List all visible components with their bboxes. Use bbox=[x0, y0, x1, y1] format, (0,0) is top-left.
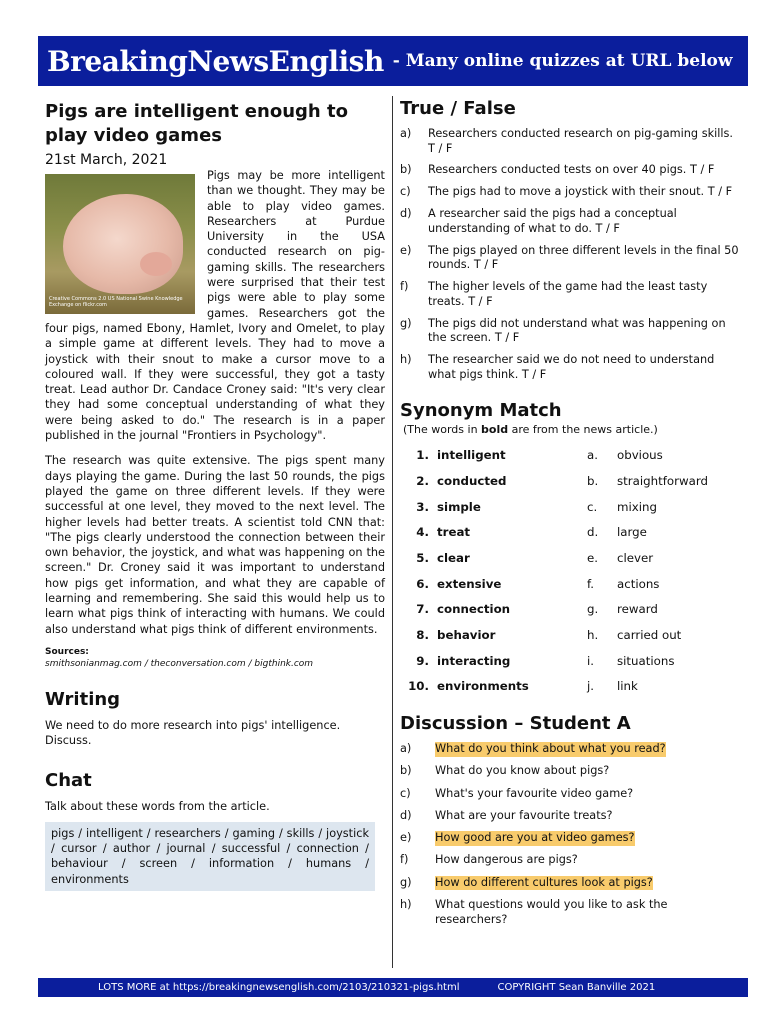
column-divider bbox=[392, 96, 393, 968]
question-letter: a) bbox=[400, 741, 412, 755]
synonym-match: link bbox=[617, 679, 638, 694]
chat-instruction: Talk about these words from the article. bbox=[45, 799, 270, 813]
true-false-item bbox=[400, 244, 740, 273]
question-text: How do different cultures look at pigs? bbox=[435, 875, 653, 889]
site-name: BreakingNewsEnglish bbox=[47, 44, 384, 78]
discussion-question bbox=[400, 853, 740, 868]
question-text: What do you know about pigs? bbox=[435, 764, 610, 778]
item-statement: A researcher said the pigs had a conceptual understanding of what to do. T / F bbox=[428, 207, 677, 235]
synonym-letter: d. bbox=[587, 525, 599, 540]
item-letter: a) bbox=[400, 127, 412, 140]
question-text: What questions would you like to ask the researchers? bbox=[435, 897, 668, 926]
synonym-note-pre: (The words in bbox=[403, 423, 482, 437]
synonym-letter: a. bbox=[587, 448, 598, 463]
synonym-row bbox=[400, 494, 740, 520]
synonym-match: obvious bbox=[617, 448, 663, 463]
item-statement: Researchers conducted research on pig-gaming skills. T / F bbox=[428, 127, 734, 155]
synonym-note bbox=[403, 423, 740, 436]
banner-tagline: - Many online quizzes at URL below bbox=[392, 51, 733, 71]
synonym-letter: e. bbox=[587, 550, 599, 565]
question-text: What do you think about what you read? bbox=[435, 741, 666, 755]
synonym-row bbox=[400, 545, 740, 571]
synonym-number: 4. bbox=[416, 525, 429, 540]
question-text: How good are you at video games? bbox=[435, 831, 635, 845]
left-column bbox=[45, 98, 385, 891]
synonym-word: conducted bbox=[437, 473, 507, 488]
discussion-heading: Discussion – Student A bbox=[400, 713, 631, 735]
question-letter: b) bbox=[400, 764, 412, 778]
discussion-list bbox=[400, 742, 740, 927]
item-letter: d) bbox=[400, 207, 412, 221]
chat-section bbox=[45, 770, 385, 891]
synonym-letter: c. bbox=[587, 499, 598, 514]
discussion-section bbox=[400, 713, 740, 927]
question-text: What are your favourite treats? bbox=[435, 808, 613, 822]
article-title: Pigs are intelligent enough to play video games bbox=[45, 101, 348, 146]
chat-word-box: pigs / intelligent / researchers / gaming / skills / joystick / cursor / author / journal / successful / connection / behaviour / screen / information / humans / environments bbox=[45, 822, 375, 891]
article-paragraph-2: The research was quite extensive. The pigs spent many days playing the game. During the last 50 rounds, the pigs played the game on three different levels. If they were successful at one level, they moved to the next level. The higher levels had better treats. A scientist told CNN that: "The pigs clearly understood the connection between their own behavior, the joystick, and what was happening on the screen." Dr. Croney said it was important to understand how pigs get information, and what they are capable of learning and remembering. She said this would help us to learn what pigs think of interacting with humans. We could also understand what pigs think of different environments. bbox=[45, 454, 385, 636]
item-statement: Researchers conducted tests on over 40 pigs. T / F bbox=[428, 163, 715, 177]
question-letter: d) bbox=[400, 808, 412, 822]
writing-heading: Writing bbox=[45, 688, 121, 710]
item-letter: g) bbox=[400, 316, 412, 330]
article-date: 21st March, 2021 bbox=[45, 152, 168, 168]
question-text: What's your favourite video game? bbox=[435, 786, 634, 800]
writing-prompt: We need to do more research into pigs' intelligence. Discuss. bbox=[45, 718, 341, 747]
true-false-item bbox=[400, 317, 740, 346]
question-letter: e) bbox=[400, 831, 412, 845]
synonym-match: clever bbox=[617, 550, 654, 565]
true-false-item bbox=[400, 127, 740, 156]
item-statement: The higher levels of the game had the least tasty treats. T / F bbox=[428, 280, 708, 308]
synonym-row bbox=[400, 622, 740, 648]
synonym-row bbox=[400, 648, 740, 674]
synonym-number: 1. bbox=[416, 448, 429, 463]
sources-label: Sources: bbox=[45, 646, 89, 657]
pig-snout-shape bbox=[140, 252, 172, 276]
pig-body-shape bbox=[63, 194, 183, 294]
synonym-letter: f. bbox=[587, 576, 595, 591]
pig-photo bbox=[45, 174, 195, 314]
item-statement: The pigs had to move a joystick with their snout. T / F bbox=[428, 185, 733, 199]
footer-url[interactable]: LOTS MORE at https://breakingnewsenglish.com/2103/210321-pigs.html bbox=[98, 982, 460, 993]
synonym-word: treat bbox=[437, 525, 471, 540]
discussion-question bbox=[400, 831, 740, 846]
item-statement: The pigs played on three different levels in the final 50 rounds. T / F bbox=[428, 243, 739, 272]
article-paragraph-1: Pigs may be more intelligent than we thought. They may be able to play video games. Researchers at Purdue University in the USA conducted research on pig-gaming skills. The researchers were surprised that their test pigs were able to play some games. Researchers got the four pigs, named Ebony, Hamlet, Ivory and Omelet, to play a simple game at different levels. They had to move a joystick with their snout to make a cursor move to a coloured wall. If they were successful, they got a tasty treat. Lead author Dr. Candace Croney said: "It's very clear they had some conceptual understanding of what they were being asked to do." The research is in a paper published in the journal "Frontiers in Psychology". bbox=[45, 169, 385, 443]
chat-heading: Chat bbox=[45, 769, 92, 791]
discussion-question bbox=[400, 809, 740, 824]
synonym-match: large bbox=[617, 525, 647, 540]
synonym-row bbox=[400, 571, 740, 597]
synonym-note-bold: bold bbox=[481, 423, 509, 437]
synonym-match: carried out bbox=[617, 628, 682, 643]
synonym-word: connection bbox=[437, 602, 511, 617]
article-body bbox=[45, 168, 385, 637]
discussion-question bbox=[400, 787, 740, 802]
synonym-word: behavior bbox=[437, 628, 496, 643]
writing-section bbox=[45, 689, 385, 748]
true-false-item bbox=[400, 353, 740, 382]
synonym-match: reward bbox=[617, 602, 658, 617]
right-column bbox=[400, 98, 740, 927]
item-letter: h) bbox=[400, 353, 412, 367]
synonym-match: actions bbox=[617, 576, 660, 591]
item-statement: The pigs did not understand what was happening on the screen. T / F bbox=[428, 316, 726, 345]
true-false-list bbox=[400, 127, 740, 382]
footer-copyright: COPYRIGHT Sean Banville 2021 bbox=[497, 982, 656, 993]
footer-bar bbox=[38, 978, 748, 997]
synonym-row bbox=[400, 442, 740, 468]
synonym-note-post: are from the news article.) bbox=[508, 423, 658, 437]
synonym-word: simple bbox=[437, 499, 481, 514]
synonym-match: situations bbox=[617, 653, 675, 668]
true-false-item bbox=[400, 207, 740, 236]
synonym-number: 6. bbox=[416, 576, 429, 591]
synonym-number: 3. bbox=[416, 499, 429, 514]
synonym-word: intelligent bbox=[437, 448, 506, 463]
photo-credit: Creative Commons 2.0 US National Swine Knowledge Exchange on flickr.com bbox=[49, 296, 183, 308]
true-false-heading: True / False bbox=[400, 98, 516, 119]
discussion-question bbox=[400, 876, 740, 891]
question-letter: f) bbox=[400, 853, 409, 867]
synonym-word: environments bbox=[437, 679, 529, 694]
synonym-letter: j. bbox=[587, 679, 595, 694]
synonym-number: 5. bbox=[416, 550, 429, 565]
question-letter: g) bbox=[400, 875, 412, 889]
sources-list: smithsonianmag.com / theconversation.com / bigthink.com bbox=[45, 658, 314, 669]
header-banner bbox=[38, 36, 748, 86]
synonym-row bbox=[400, 597, 740, 623]
synonym-number: 8. bbox=[416, 628, 429, 643]
synonym-letter: h. bbox=[587, 628, 599, 643]
true-false-item bbox=[400, 185, 740, 200]
question-letter: c) bbox=[400, 786, 411, 800]
item-statement: The researcher said we do not need to understand what pigs think. T / F bbox=[428, 353, 715, 381]
synonym-row bbox=[400, 519, 740, 545]
synonym-word: interacting bbox=[437, 653, 511, 668]
synonym-number: 7. bbox=[416, 602, 429, 617]
synonym-row bbox=[400, 468, 740, 494]
synonym-table bbox=[400, 442, 740, 699]
question-letter: h) bbox=[400, 897, 412, 911]
synonym-heading: Synonym Match bbox=[400, 400, 562, 422]
true-false-item bbox=[400, 280, 740, 309]
synonym-number: 10. bbox=[408, 679, 429, 694]
item-letter: b) bbox=[400, 163, 412, 177]
true-false-item bbox=[400, 163, 740, 178]
synonym-match: straightforward bbox=[617, 473, 708, 488]
item-letter: e) bbox=[400, 243, 412, 257]
item-letter: c) bbox=[400, 185, 411, 199]
question-text: How dangerous are pigs? bbox=[435, 853, 578, 867]
synonym-letter: b. bbox=[587, 473, 599, 488]
synonym-row bbox=[400, 674, 740, 700]
synonym-match: mixing bbox=[617, 499, 657, 514]
discussion-question bbox=[400, 742, 740, 757]
synonym-word: clear bbox=[437, 550, 470, 565]
synonym-letter: i. bbox=[587, 653, 595, 668]
synonym-word: extensive bbox=[437, 576, 502, 591]
synonym-number: 2. bbox=[416, 473, 429, 488]
item-letter: f) bbox=[400, 280, 409, 294]
synonym-letter: g. bbox=[587, 602, 599, 617]
discussion-question bbox=[400, 764, 740, 779]
discussion-question bbox=[400, 898, 740, 927]
synonym-match-section bbox=[400, 400, 740, 699]
synonym-number: 9. bbox=[416, 653, 429, 668]
